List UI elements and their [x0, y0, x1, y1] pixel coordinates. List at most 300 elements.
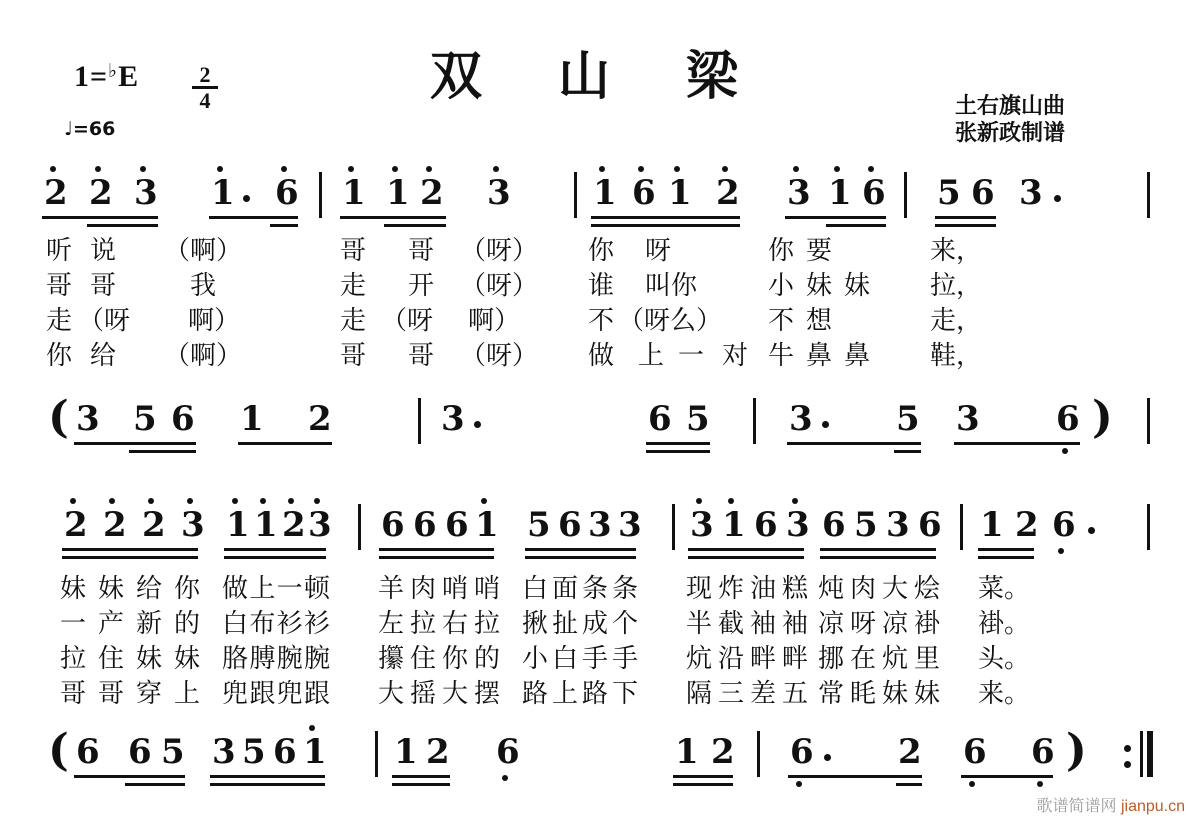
credit-source: 土右旗山曲 [954, 93, 1065, 118]
octave-dot-above [260, 498, 266, 504]
octave-dot-above [674, 166, 680, 172]
title-char: 梁 [685, 49, 738, 106]
lyric-segment [686, 645, 808, 673]
note: 1 [394, 732, 418, 772]
note: 6 [496, 732, 520, 772]
lyric-segment: （呀） [460, 236, 539, 265]
lyric-segment [222, 680, 330, 708]
barline [574, 172, 577, 218]
note: 3 [787, 173, 811, 213]
barline [418, 398, 421, 444]
lyric-char: 妹 [173, 644, 200, 673]
octave-dot-above [148, 498, 154, 504]
octave-dot-below [1037, 781, 1043, 787]
lyric-char: 上 [249, 574, 276, 603]
note: 2 [103, 505, 127, 545]
beam-underline [74, 442, 196, 445]
lyric-char: 妹 [60, 574, 87, 603]
lyric-segment: （呀 [381, 306, 434, 335]
note: 6 [632, 173, 656, 213]
note: 6 [862, 173, 886, 213]
repeat-end-thick-line [1147, 731, 1153, 777]
lyric-char: 路 [522, 679, 549, 708]
barline [1147, 172, 1150, 218]
barline [753, 398, 756, 444]
time-signature [190, 64, 220, 111]
lyric-segment [60, 575, 200, 603]
note: 5 [686, 399, 710, 439]
lyric-char: 五 [781, 679, 808, 708]
lyric-segment: （呀） [460, 341, 539, 370]
beam-underline [209, 216, 298, 219]
title-char: 山 [557, 49, 610, 106]
lyric-char: 肉 [409, 574, 436, 603]
note: 1 [226, 505, 250, 545]
octave-dot-above [481, 498, 487, 504]
lyric-char: 哨 [473, 574, 500, 603]
lyric-char: 一 [276, 574, 303, 603]
lyric-segment [686, 680, 808, 708]
note: 2 [142, 505, 166, 545]
lyric-char: 个 [611, 609, 638, 638]
lyric-char: 膊 [249, 644, 276, 673]
note: 2 [282, 505, 306, 545]
note: 2 [64, 505, 88, 545]
note: 5 [527, 505, 551, 545]
note: 1 [342, 173, 366, 213]
lyric-segment: 哥 [408, 341, 435, 370]
octave-dot-above [728, 498, 734, 504]
lyric-char: 上 [551, 679, 578, 708]
octave-dot-above [95, 166, 101, 172]
octave-dot-above [140, 166, 146, 172]
note: 6 [754, 505, 778, 545]
lyric-char: 大 [378, 679, 405, 708]
augmentation-dot [243, 195, 250, 202]
lyric-char: 眊 [849, 679, 876, 708]
note: 5 [161, 732, 185, 772]
lyric-char: 住 [409, 644, 436, 673]
beam-underline [894, 450, 921, 453]
note: 2 [716, 173, 740, 213]
augmentation-dot [824, 754, 831, 761]
lyric-segment [818, 610, 940, 638]
barline [960, 504, 963, 550]
time-signature-denominator: 4 [199, 88, 211, 113]
beam-underline [392, 783, 450, 786]
note: 6 [971, 173, 995, 213]
note: 6 [1052, 505, 1076, 545]
key-root: E [118, 60, 140, 93]
lyric-char: 成 [581, 609, 608, 638]
note: 6 [76, 732, 100, 772]
beam-underline [379, 548, 494, 551]
octave-dot-above [288, 498, 294, 504]
note: 2 [1015, 505, 1039, 545]
note: 1 [211, 173, 235, 213]
beam-underline [525, 548, 636, 551]
lyric-segment: 啊） [188, 306, 241, 335]
open-paren: ( [48, 392, 69, 443]
lyric-char: 右 [441, 609, 468, 638]
lyric-char: 哥 [60, 679, 87, 708]
augmentation-dot [1088, 527, 1095, 534]
octave-dot-above [426, 166, 432, 172]
lyric-char: 炕 [686, 644, 713, 673]
lyric-segment: 不 [768, 306, 795, 335]
lyric-char: 褂 [913, 609, 940, 638]
lyric-segment: 叫你 [645, 271, 698, 300]
lyric-segment: 想 [806, 306, 833, 335]
lyric-char: 三 [717, 679, 744, 708]
octave-dot-above [314, 498, 320, 504]
note: 1 [386, 173, 410, 213]
beam-underline [525, 556, 636, 559]
lyric-char: 兜 [222, 679, 249, 708]
note: 6 [128, 732, 152, 772]
lyric-char: 一 [60, 609, 87, 638]
lyric-segment: 走 [340, 306, 367, 335]
lyric-char: 下 [611, 679, 638, 708]
beam-underline [646, 442, 710, 445]
octave-dot-above [309, 725, 315, 731]
lyric-segment: 哥 [340, 341, 367, 370]
flat-accidental: ♭ [108, 61, 119, 82]
beam-underline [224, 548, 326, 551]
lyric-char: 穿 [135, 679, 162, 708]
lyric-segment [222, 645, 330, 673]
lyric-segment [818, 680, 940, 708]
note: 6 [648, 399, 672, 439]
lyric-segment [522, 575, 638, 603]
octave-dot-above [868, 166, 874, 172]
barline [672, 504, 675, 550]
lyric-char: 挪 [818, 644, 845, 673]
lyric-segment: 不 [588, 306, 615, 335]
octave-dot-below [1058, 548, 1064, 554]
note: 2 [426, 732, 450, 772]
lyric-segment [60, 680, 200, 708]
octave-dot-above [348, 166, 354, 172]
note: 6 [171, 399, 195, 439]
lyric-char: 哨 [441, 574, 468, 603]
watermark [1036, 793, 1185, 816]
note: 2 [44, 173, 68, 213]
lyric-char: 截 [717, 609, 744, 638]
beam-underline [646, 450, 710, 453]
beam-underline [340, 216, 446, 219]
lyric-char: 现 [686, 574, 713, 603]
lyric-segment [686, 610, 808, 638]
octave-dot-above [696, 498, 702, 504]
note: 3 [956, 399, 980, 439]
note: 1 [668, 173, 692, 213]
lyric-char: 路 [581, 679, 608, 708]
lyric-char: 条 [611, 574, 638, 603]
note: 1 [475, 505, 499, 545]
lyric-char: 衫 [303, 609, 330, 638]
lyric-char: 隔 [686, 679, 713, 708]
note: 3 [181, 505, 205, 545]
lyric-segment: 妹 [844, 271, 871, 300]
lyric-segment: 做 [588, 341, 615, 370]
lyric-char: 扯 [551, 609, 578, 638]
lyric-segment: 要 [806, 236, 833, 265]
beam-underline [270, 224, 298, 227]
tempo-marking: ♩=66 [64, 118, 116, 140]
lyric-char: 腕 [303, 644, 330, 673]
lyric-char: 揪 [522, 609, 549, 638]
lyric-char: 炸 [717, 574, 744, 603]
lyric-char: 衫 [276, 609, 303, 638]
lyric-char: 袖 [781, 609, 808, 638]
lyric-char: 糕 [781, 574, 808, 603]
lyric-segment: 鞋， [930, 341, 983, 370]
lyric-segment: 我 [190, 271, 217, 300]
octave-dot-above [834, 166, 840, 172]
note: 1 [254, 505, 278, 545]
beam-underline [591, 224, 740, 227]
note: 2 [89, 173, 113, 213]
lyric-segment [522, 610, 638, 638]
lyric-char: 白 [551, 644, 578, 673]
lyric-char: 摆 [473, 679, 500, 708]
lyric-segment: 走 [340, 271, 367, 300]
octave-dot-above [217, 166, 223, 172]
beam-underline [688, 548, 804, 551]
beam-underline [978, 556, 1034, 559]
key-prefix: 1= [74, 60, 109, 93]
barline [757, 731, 760, 777]
lyric-char: 凉 [818, 609, 845, 638]
lyric-segment: 小 [768, 271, 795, 300]
beam-underline [210, 783, 325, 786]
barline [358, 504, 361, 550]
beam-underline [978, 548, 1034, 551]
lyric-segment: （呀 [78, 306, 131, 335]
lyric-char: 手 [611, 644, 638, 673]
octave-dot-above [793, 166, 799, 172]
lyric-char: 白 [222, 609, 249, 638]
lyric-char: 妹 [135, 644, 162, 673]
lyric-char: 拉 [60, 644, 87, 673]
note: 3 [76, 399, 100, 439]
lyric-segment: 你 [768, 236, 795, 265]
lyric-segment [378, 680, 500, 708]
note: 5 [242, 732, 266, 772]
octave-dot-above [281, 166, 287, 172]
barline [904, 172, 907, 218]
lyric-char: 炕 [881, 644, 908, 673]
lyric-segment: 呀 [645, 236, 672, 265]
beam-underline [224, 556, 326, 559]
beam-underline [896, 783, 922, 786]
augmentation-dot [1054, 195, 1061, 202]
lyric-segment [222, 575, 330, 603]
beam-underline [826, 224, 886, 227]
lyric-segment: 对 [722, 341, 749, 370]
note: 6 [790, 732, 814, 772]
time-signature-numerator: 2 [199, 62, 211, 87]
note: 5 [854, 505, 878, 545]
lyric-segment [60, 645, 200, 673]
lyric-segment [818, 645, 940, 673]
note: 6 [413, 505, 437, 545]
lyric-segment [222, 610, 330, 638]
lyric-char: 凉 [881, 609, 908, 638]
note: 3 [441, 399, 465, 439]
repeat-dot [1124, 745, 1131, 752]
lyric-char: 炖 [818, 574, 845, 603]
lyric-segment [686, 575, 808, 603]
lyric-segment: 拉， [930, 271, 983, 300]
lyric-segment: 谁 [588, 271, 615, 300]
lyric-char: 拉 [409, 609, 436, 638]
lyric-segment: 给 [90, 341, 117, 370]
lyric-char: 里 [913, 644, 940, 673]
beam-underline [392, 775, 450, 778]
beam-underline [935, 216, 996, 219]
lyric-char: 常 [818, 679, 845, 708]
lyric-segment: 一 [678, 341, 705, 370]
octave-dot-below [502, 775, 508, 781]
repeat-dot [1124, 761, 1131, 768]
lyric-segment: 你 [46, 341, 73, 370]
lyric-segment: 走， [930, 306, 983, 335]
lyric-char: 袖 [749, 609, 776, 638]
title-char: 双 [430, 49, 483, 106]
octave-dot-below [1062, 448, 1068, 454]
octave-dot-above [187, 498, 193, 504]
lyric-segment: 鼻 [844, 341, 871, 370]
beam-underline [673, 775, 733, 778]
lyric-char: 新 [135, 609, 162, 638]
note: 1 [722, 505, 746, 545]
watermark-site-name: 歌谱简谱网 [1036, 798, 1117, 815]
note: 6 [1031, 732, 1055, 772]
lyric-segment: 妹 [806, 271, 833, 300]
lyric-char: 你 [441, 644, 468, 673]
beam-underline [787, 442, 921, 445]
octave-dot-above [109, 498, 115, 504]
lyric-segment: （啊） [164, 341, 243, 370]
lyric-char: 肉 [849, 574, 876, 603]
beam-underline [785, 216, 886, 219]
lyric-char: 白 [522, 574, 549, 603]
lyric-char: 跟 [303, 679, 330, 708]
lyric-char: 大 [881, 574, 908, 603]
note: 6 [822, 505, 846, 545]
lyric-segment: （呀么） [618, 306, 723, 335]
key-signature [74, 60, 139, 94]
octave-dot-above [232, 498, 238, 504]
lyric-segment: 头。 [978, 644, 1031, 673]
note: 1 [240, 399, 264, 439]
note: 6 [445, 505, 469, 545]
lyric-char: 攥 [378, 644, 405, 673]
beam-underline [384, 224, 446, 227]
beam-underline [954, 442, 1080, 445]
octave-dot-above [50, 166, 56, 172]
barline [375, 731, 378, 777]
octave-dot-above [722, 166, 728, 172]
beam-underline [87, 224, 158, 227]
note: 3 [1019, 173, 1043, 213]
beam-underline [935, 224, 996, 227]
note: 6 [918, 505, 942, 545]
lyric-char: 妹 [913, 679, 940, 708]
lyric-segment: （啊） [164, 236, 243, 265]
note: 3 [618, 505, 642, 545]
lyric-char: 畔 [781, 644, 808, 673]
lyric-char: 手 [581, 644, 608, 673]
lyric-segment: 哥 [408, 236, 435, 265]
beam-underline [62, 556, 198, 559]
note: 6 [558, 505, 582, 545]
beam-underline [788, 775, 922, 778]
lyric-segment [522, 680, 638, 708]
lyric-segment: 开 [408, 271, 435, 300]
barline [1147, 398, 1150, 444]
beam-underline [129, 450, 196, 453]
lyric-char: 给 [135, 574, 162, 603]
barline [1147, 504, 1150, 550]
beam-underline [379, 556, 494, 559]
augmentation-dot [822, 421, 829, 428]
lyric-char: 产 [97, 609, 124, 638]
note: 3 [487, 173, 511, 213]
note: 1 [980, 505, 1004, 545]
lyric-segment: 啊） [468, 306, 521, 335]
note: 3 [786, 505, 810, 545]
lyric-char: 你 [173, 574, 200, 603]
repeat-end-thin-line [1140, 731, 1143, 777]
lyric-char: 面 [551, 574, 578, 603]
note: 5 [133, 399, 157, 439]
note: 1 [675, 732, 699, 772]
note: 1 [828, 173, 852, 213]
page-title [430, 34, 738, 109]
lyric-char: 沿 [717, 644, 744, 673]
beam-underline [210, 775, 325, 778]
lyric-char: 羊 [378, 574, 405, 603]
lyric-segment: 哥 [90, 271, 117, 300]
beam-underline [62, 548, 198, 551]
close-paren: ) [1092, 392, 1113, 443]
lyric-segment: 哥 [46, 271, 73, 300]
lyric-segment: 来， [930, 236, 983, 265]
octave-dot-below [796, 781, 802, 787]
lyric-segment: 走 [46, 306, 73, 335]
lyric-segment: 来。 [978, 679, 1031, 708]
lyric-segment [818, 575, 940, 603]
note: 6 [381, 505, 405, 545]
lyric-char: 顿 [303, 574, 330, 603]
lyric-char: 腕 [276, 644, 303, 673]
note: 2 [711, 732, 735, 772]
beam-underline [688, 556, 804, 559]
beam-underline [673, 783, 733, 786]
lyric-segment: 哥 [340, 236, 367, 265]
lyric-segment: 你 [588, 236, 615, 265]
lyric-char: 的 [473, 644, 500, 673]
lyric-char: 妹 [881, 679, 908, 708]
note: 6 [273, 732, 297, 772]
lyric-char: 上 [173, 679, 200, 708]
note: 6 [275, 173, 299, 213]
note: 2 [420, 173, 444, 213]
credits [955, 92, 1065, 146]
